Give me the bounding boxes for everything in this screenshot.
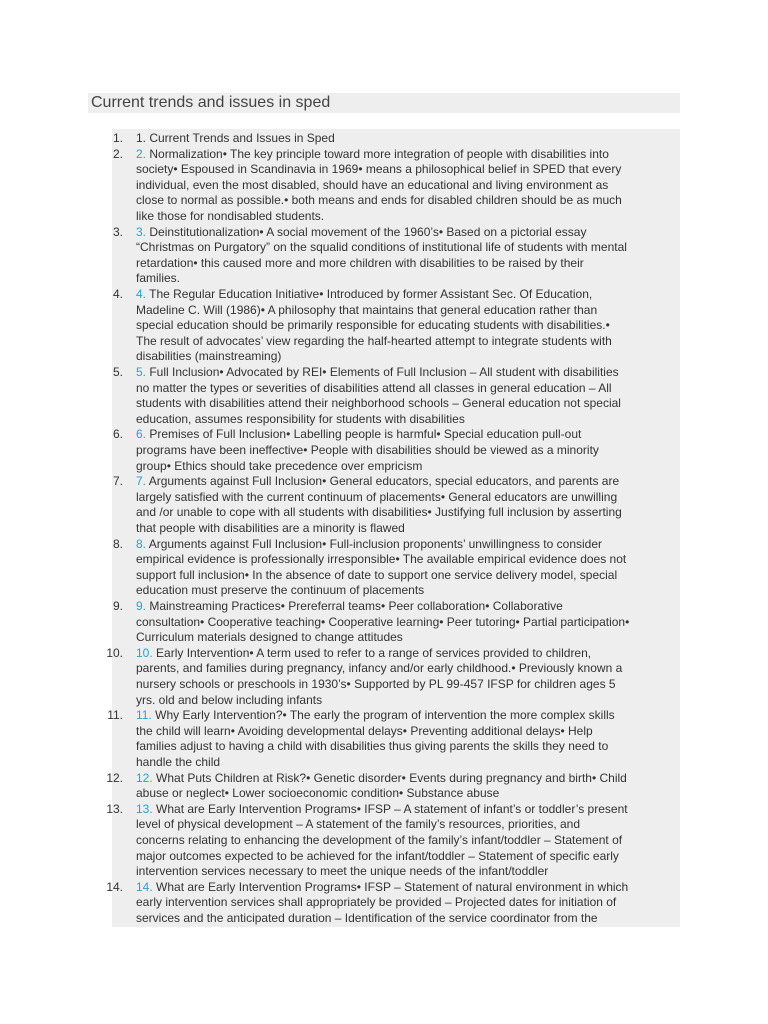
slide-link[interactable]: 5. [136, 365, 147, 379]
list-item-text: What Puts Children at Risk?• Genetic disorder• Events during pregnancy and birth• Child [152, 770, 627, 785]
list-item-text: parents, and families during pregnancy, infancy and/or early childhood.• Previously known a [136, 661, 623, 676]
list-item-line [136, 693, 322, 709]
list-item-line [136, 911, 598, 927]
slide-link[interactable]: 8. [136, 536, 147, 551]
list-item-line [136, 505, 622, 521]
list-item-text: handle the child [136, 754, 221, 769]
list-item-text: Deinstitutionalization• A social movement of the 1960’s• Based on a pictorial essay [146, 224, 587, 239]
list-item-line [136, 162, 621, 178]
list-item-number: 7. [112, 474, 123, 489]
list-item-number: 10. [106, 645, 123, 660]
list-item-text: empirical evidence is professionally irresponsible• The available empirical evidence does not [136, 552, 627, 567]
slide-link[interactable]: 14. [136, 879, 153, 894]
list-item-text: Early Intervention• A term used to refer to a range of services provided to children, [152, 645, 592, 660]
list-item-number: 14. [106, 879, 123, 894]
list-item-text: and /or unable to cope with all students with disabilities• Justifying full inclusion by asserting [136, 505, 622, 520]
list-item-line [136, 459, 422, 475]
list-item-text: “Christmas on Purgatory” on the squalid conditions of institutional life of students with mental [136, 240, 627, 255]
list-item-text: What are Early Intervention Programs• IFSP – A statement of infant’s or toddler’s present [152, 801, 628, 816]
list-item-text: level of physical development – A statement of the family’s resources, priorities, and [136, 817, 581, 832]
slide-link[interactable]: 13. [136, 801, 153, 816]
list-item-line [136, 490, 617, 506]
list-item-number: 12. [106, 770, 123, 785]
slide-link[interactable]: 6. [136, 427, 147, 442]
list-item-line [136, 646, 591, 662]
list-item-line [136, 661, 622, 677]
list-item-line [136, 396, 621, 412]
list-item-line [136, 225, 586, 241]
list-item-line [136, 864, 548, 880]
list-item-text: no matter the types or severities of disabilities attend all classes in general education – All [136, 380, 612, 395]
list-item-line [136, 287, 592, 303]
list-item-text: Mainstreaming Practices• Prereferral teams• Peer collaboration• Collaborative [146, 599, 563, 613]
page-title: Current trends and issues in sped [91, 94, 331, 111]
list-item-text: society• Espoused in Scandinavia in 1969• means a philosophical belief in SPED that every [136, 162, 622, 177]
list-item-line [136, 427, 581, 443]
list-item-text: disabilities (mainstreaming) [136, 349, 282, 364]
list-item-line [136, 786, 499, 802]
list-item-text: The result of advocates’ view regarding the half-hearted attempt to integrate students with [136, 333, 612, 348]
list-item-text: Full Inclusion• Advocated by REI• Elements of Full Inclusion – All student with disabilities [146, 365, 619, 379]
list-item-text: special education should be primarily responsible for educating students with disabilities.• [136, 318, 610, 333]
list-item-line [136, 178, 608, 194]
list-item-text: Madeline C. Will (1986)• A philosophy that maintains that general education rather than [136, 302, 598, 317]
list-item-text: like those for nondisabled students. [136, 208, 325, 223]
list-item-line [136, 739, 608, 755]
list-item-text: close to normal as possible.• both means and ends for disabled children should be as much [136, 193, 622, 208]
list-item-line [136, 303, 597, 319]
list-item-text: major outcomes expected to be achieved for the infant/toddler – Statement of specific early [136, 848, 619, 863]
list-item-line [136, 131, 335, 147]
list-item-number: 13. [106, 801, 123, 816]
list-item-line [136, 755, 220, 771]
list-item-line [136, 147, 609, 163]
slide-link[interactable]: 9. [136, 599, 147, 613]
list-item-line [136, 630, 403, 646]
list-item-line [136, 240, 627, 256]
slide-link[interactable]: 4. [136, 287, 147, 301]
list-item-line [136, 521, 405, 537]
list-item-text: that people with disabilities are a minority is flawed [136, 520, 405, 535]
list-item-line [136, 318, 610, 334]
list-item-text: students with disabilities attend their neighborhood schools – General education not special [136, 396, 621, 411]
list-item-text: largely satisfied with the current continuum of placements• General educators are unwilling [136, 489, 618, 504]
list-item-text: Arguments against Full Inclusion• General educators, special educators, and parents are [146, 474, 620, 489]
list-item-line [136, 365, 619, 381]
list-item-text: families adjust to having a child with disabilities thus giving parents the skills they need to [136, 739, 609, 754]
list-item-text: Curriculum materials designed to change attitudes [136, 630, 403, 645]
slide-link[interactable]: 2. [136, 146, 147, 161]
list-item-line [136, 833, 622, 849]
list-item-text: retardation• this caused more and more children with disabilities to be raised by their [136, 255, 584, 270]
list-item-line [136, 771, 627, 787]
list-item-text: individual, even the most disabled, should have an educational and living environment as [136, 177, 609, 192]
list-item-text: intervention services necessary to meet the unique needs of the infant/toddler [136, 864, 549, 879]
list-item-line [136, 271, 180, 287]
list-item-line [136, 334, 612, 350]
page-title-bar [88, 93, 680, 113]
list-item-text: programs have been ineffective• People with disabilities should be viewed as a minority [136, 442, 599, 457]
slide-link[interactable]: 7. [136, 474, 147, 489]
list-item-line [136, 256, 584, 272]
list-item-text: yrs. old and below including infants [136, 692, 323, 707]
list-item-line [136, 599, 563, 615]
list-item-number: 6. [112, 427, 123, 442]
list-item-text: What are Early Intervention Programs• IFSP – Statement of natural environment in which [152, 879, 629, 894]
list-item-line [136, 443, 599, 459]
slide-link[interactable]: 11. [136, 708, 152, 723]
slide-link[interactable]: 3. [136, 224, 147, 239]
list-item-text: families. [136, 271, 181, 286]
list-item-line [136, 880, 628, 896]
list-item-line [136, 615, 629, 631]
list-item-line [136, 552, 626, 568]
list-item-text: concerns relating to enhancing the development of the family’s infant/toddler – Statement of [136, 832, 623, 847]
list-item-text: 1. Current Trends and Issues in Sped [136, 131, 335, 145]
list-item-line [136, 568, 617, 584]
list-item-text: services and the anticipated duration – Identification of the service coordinator from the [136, 910, 598, 925]
list-item-text: The Regular Education Initiative• Introduced by former Assistant Sec. Of Education, [146, 287, 593, 301]
list-item-number: 4. [112, 287, 123, 301]
list-item-number: 2. [112, 146, 123, 161]
list-item-line [136, 724, 593, 740]
list-item-number: 3. [112, 224, 123, 239]
list-item-text: Why Early Intervention?• The early the program of intervention the more complex skills [151, 708, 615, 723]
list-item-line [136, 817, 580, 833]
list-item-line [136, 583, 424, 599]
list-item-line [136, 412, 465, 428]
list-item-line [136, 895, 616, 911]
list-item-text: education, assumes responsibility for students with disabilities [136, 411, 465, 426]
list-item-line [136, 537, 602, 553]
list-item-line [136, 849, 619, 865]
list-item-text: early intervention services shall appropriately be provided – Projected dates for initiation of [136, 895, 617, 910]
list-item-text: Arguments against Full Inclusion• Full-inclusion proponents’ unwillingness to consider [146, 536, 603, 551]
list-item-line [136, 474, 619, 490]
list-item-line [136, 381, 612, 397]
list-item-text: nursery schools or preschools in 1930’s• Supported by PL 99-457 IFSP for children ages 5 [136, 676, 616, 691]
slide-text-list [106, 129, 680, 927]
list-item-line [136, 349, 281, 365]
list-item-text: consultation• Cooperative teaching• Cooperative learning• Peer tutoring• Partial participation• [136, 614, 630, 629]
list-item-line [136, 193, 622, 209]
list-item-number: 1. [112, 131, 123, 145]
list-item-line [136, 677, 616, 693]
list-item-text: Premises of Full Inclusion• Labelling people is harmful• Special education pull-out [146, 427, 582, 442]
list-item-line [136, 708, 615, 724]
list-item-text: the child will learn• Avoiding developmental delays• Preventing additional delays• Help [136, 723, 593, 738]
list-item-text: group• Ethics should take precedence over empricism [136, 458, 423, 473]
list-item-text: support full inclusion• In the absence of date to support one service delivery model, special [136, 567, 618, 582]
list-item-text: Normalization• The key principle toward more integration of people with disabilities into [146, 146, 609, 161]
slide-link[interactable]: 10. [136, 645, 153, 660]
list-item-number: 9. [112, 599, 123, 613]
list-item-line [136, 802, 628, 818]
list-item-number: 8. [112, 536, 123, 551]
list-item-number: 11. [107, 708, 123, 723]
list-item-line [136, 209, 324, 225]
list-item-text: abuse or neglect• Lower socioeconomic condition• Substance abuse [136, 786, 500, 801]
list-item-text: education must preserve the continuum of placements [136, 583, 425, 598]
list-item-number: 5. [112, 365, 123, 379]
slide-link[interactable]: 12. [136, 770, 153, 785]
